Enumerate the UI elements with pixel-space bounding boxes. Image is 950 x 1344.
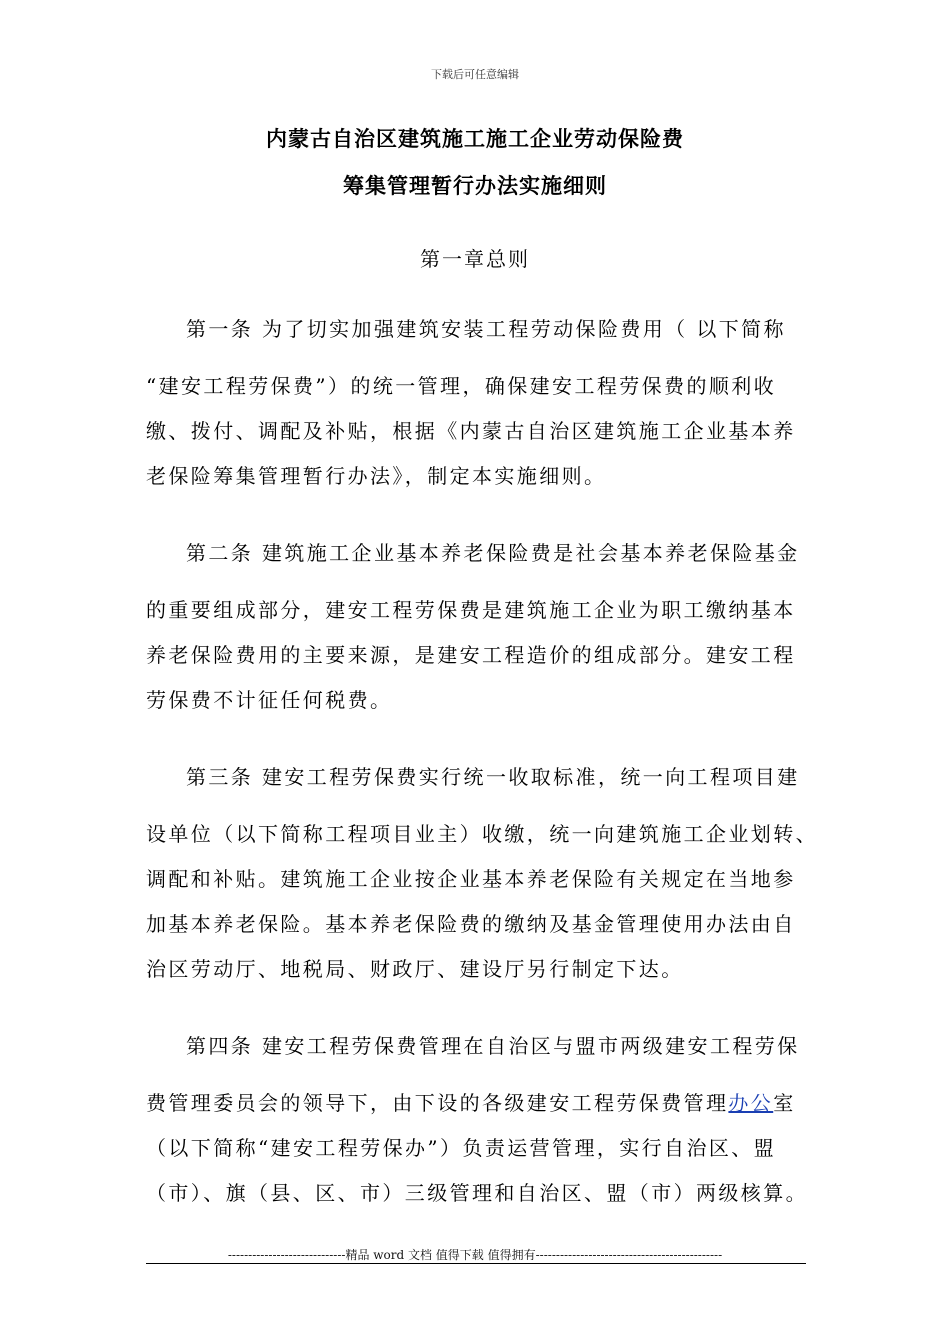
- document-title-line1: 内蒙古自治区建筑施工施工企业劳动保险费: [266, 126, 684, 151]
- article-4-line-2-tail: 室: [773, 1091, 796, 1115]
- article-4-line-2: [146, 1090, 826, 1116]
- article-1-line-4: 老保险筹集管理暂行办法》，制定本实施细则。: [146, 464, 607, 488]
- article-4-line-4: （市）、旗（县、区、市）三级管理和自治区、盟（市）两级核算。: [146, 1181, 808, 1205]
- footer-divider: [146, 1263, 806, 1264]
- article-3-line-3: 调配和补贴。建筑施工企业按企业基本养老保险有关规定在当地参: [146, 867, 796, 891]
- article-3-line-1: 第三条 建安工程劳保费实行统一收取标准，统一向工程项目建: [186, 765, 800, 789]
- header-note: 下载后可任意编辑: [431, 68, 519, 81]
- footer-note: -----------------------------精品 word 文档 值得下载 值得拥有----------------------------------------------: [227, 1248, 723, 1262]
- article-3-line-5: 治区劳动厅、地税局、财政厅、建设厅另行制定下达。: [146, 957, 684, 981]
- article-4-line-2-text: 费管理委员会的领导下，由下设的各级建安工程劳保费管理: [146, 1091, 729, 1115]
- article-4-line-3: （以下简称“建安工程劳保办”）负责运营管理，实行自治区、盟: [146, 1136, 777, 1160]
- article-1-line-1: 第一条 为了切实加强建筑安装工程劳动保险费用（ 以下简称: [186, 317, 786, 341]
- article-3-line-4: 加基本养老保险。基本养老保险费的缴纳及基金管理使用办法由自: [146, 912, 796, 936]
- office-link[interactable]: 办公: [728, 1091, 774, 1115]
- document-title-line2: 筹集管理暂行办法实施细则: [343, 173, 607, 198]
- article-2-line-2: 的重要组成部分，建安工程劳保费是建筑施工企业为职工缴纳基本: [146, 598, 796, 622]
- article-1-line-2: “建安工程劳保费”）的统一管理，确保建安工程劳保费的顺利收: [146, 374, 777, 398]
- article-2-line-4: 劳保费不计征任何税费。: [146, 688, 393, 712]
- chapter-heading: 第一章总则: [420, 247, 530, 271]
- article-3-line-2: 设单位（以下简称工程项目业主）收缴，统一向建筑施工企业划转、: [146, 822, 818, 846]
- article-4-line-1: 第四条 建安工程劳保费管理在自治区与盟市两级建安工程劳保: [186, 1034, 800, 1058]
- article-1-line-3: 缴、拨付、调配及补贴，根据《内蒙古自治区建筑施工企业基本养: [146, 419, 796, 443]
- article-2-line-1: 第二条 建筑施工企业基本养老保险费是社会基本养老保险基金: [186, 541, 800, 565]
- article-2-line-3: 养老保险费用的主要来源，是建安工程造价的组成部分。建安工程: [146, 643, 796, 667]
